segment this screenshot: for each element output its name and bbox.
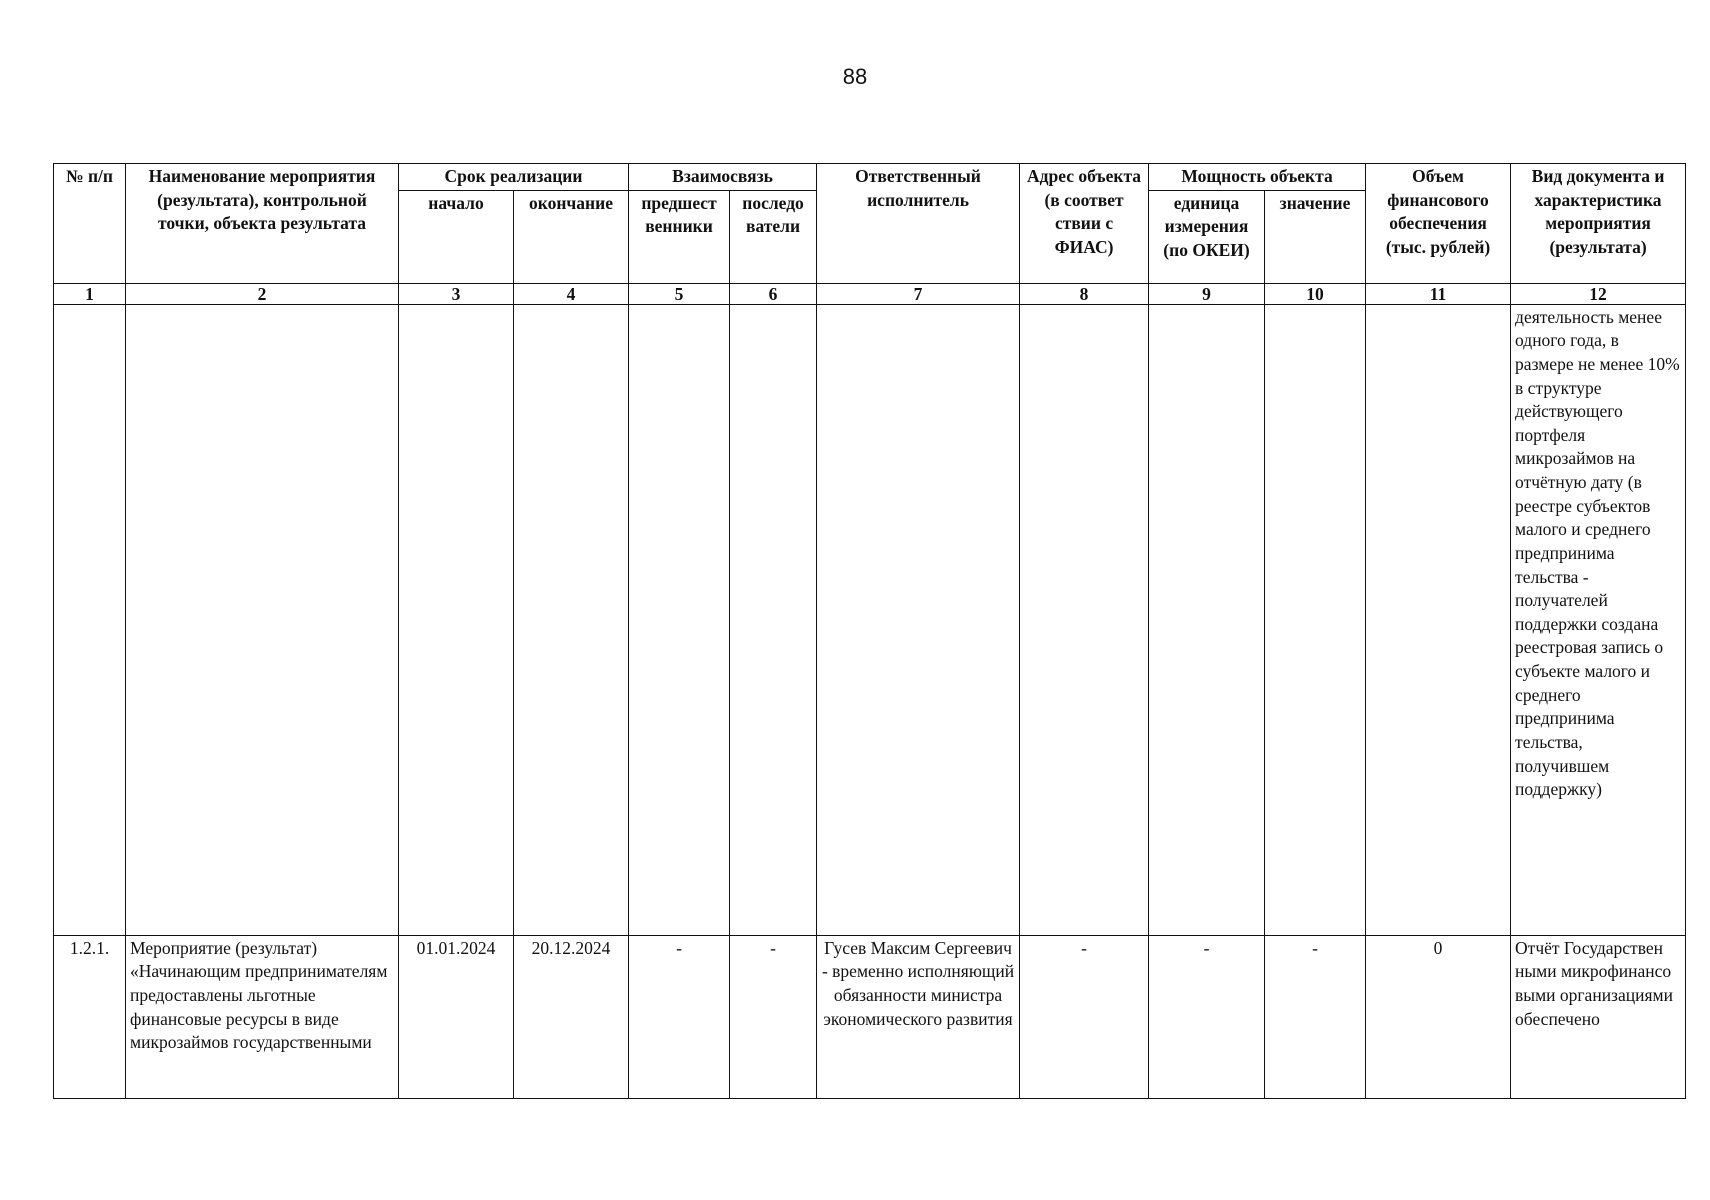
column-number: 5 (629, 283, 730, 304)
cell-predecessors: - (629, 935, 730, 1098)
cell-successors (730, 304, 817, 935)
cell-document: деятельность менее одного года, в размере не менее 10% в структуре действующего портфеля микрозаймов на отчётную дату (в реестре субъектов малого и среднего предпринима тельства - получателей поддержки создана реестровая запись о субъекте малого и среднего предпринима тельства, получившем поддержку) (1511, 304, 1686, 935)
header-name: Наименование мероприятия (результата), контрольной точки, объекта результата (126, 164, 399, 284)
cell-value: - (1265, 935, 1366, 1098)
column-number: 2 (126, 283, 399, 304)
column-number: 9 (1149, 283, 1265, 304)
cell-predecessors (629, 304, 730, 935)
cell-number: 1.2.1. (54, 935, 126, 1098)
header-responsible: Ответственный исполнитель (817, 164, 1020, 284)
cell-start (399, 304, 514, 935)
header-group-relation: Взаимосвязь (629, 164, 817, 191)
column-number: 8 (1020, 283, 1149, 304)
header-number: № п/п (54, 164, 126, 284)
cell-address (1020, 304, 1149, 935)
header-value: значение (1265, 190, 1366, 283)
header-document: Вид документа и характеристика мероприятия (результата) (1511, 164, 1686, 284)
header-start: начало (399, 190, 514, 283)
cell-finance: 0 (1366, 935, 1511, 1098)
cell-responsible: Гусев Максим Сергеевич - временно исполняющий обязанности министра экономического развития (817, 935, 1020, 1098)
column-number: 3 (399, 283, 514, 304)
table-row (54, 304, 1686, 935)
cell-address: - (1020, 935, 1149, 1098)
column-number: 10 (1265, 283, 1366, 304)
column-number: 6 (730, 283, 817, 304)
cell-end: 20.12.2024 (514, 935, 629, 1098)
cell-document: Отчёт Государствен ными микрофинансо выми организациями обеспечено (1511, 935, 1686, 1098)
header-group-term: Срок реализации (399, 164, 629, 191)
column-number: 12 (1511, 283, 1686, 304)
column-numbers-row (54, 283, 1686, 304)
table-header (54, 164, 1686, 305)
column-number: 11 (1366, 283, 1511, 304)
page-number: 88 (842, 64, 868, 89)
cell-name: Мероприятие (результат) «Начинающим предпринимателям предоставлены льготные финансовые ресурсы в виде микрозаймов государственными (126, 935, 399, 1098)
cell-finance (1366, 304, 1511, 935)
table-body (54, 304, 1686, 1098)
header-address: Адрес объекта (в соответ ствии с ФИАС) (1020, 164, 1149, 284)
header-successors: последо ватели (730, 190, 817, 283)
cell-value (1265, 304, 1366, 935)
header-finance: Объем финансового обеспечения (тыс. рублей) (1366, 164, 1511, 284)
cell-successors: - (730, 935, 817, 1098)
cell-unit: - (1149, 935, 1265, 1098)
cell-end (514, 304, 629, 935)
table-row (54, 935, 1686, 1098)
cell-start: 01.01.2024 (399, 935, 514, 1098)
header-end: окончание (514, 190, 629, 283)
cell-unit (1149, 304, 1265, 935)
cell-responsible (817, 304, 1020, 935)
column-number: 7 (817, 283, 1020, 304)
cell-name (126, 304, 399, 935)
column-number: 4 (514, 283, 629, 304)
header-unit: единица измерения (по ОКЕИ) (1149, 190, 1265, 283)
column-number: 1 (54, 283, 126, 304)
cell-number (54, 304, 126, 935)
header-group-capacity: Мощность объекта (1149, 164, 1366, 191)
header-predecessors: предшест венники (629, 190, 730, 283)
activity-plan-table (53, 163, 1686, 1099)
